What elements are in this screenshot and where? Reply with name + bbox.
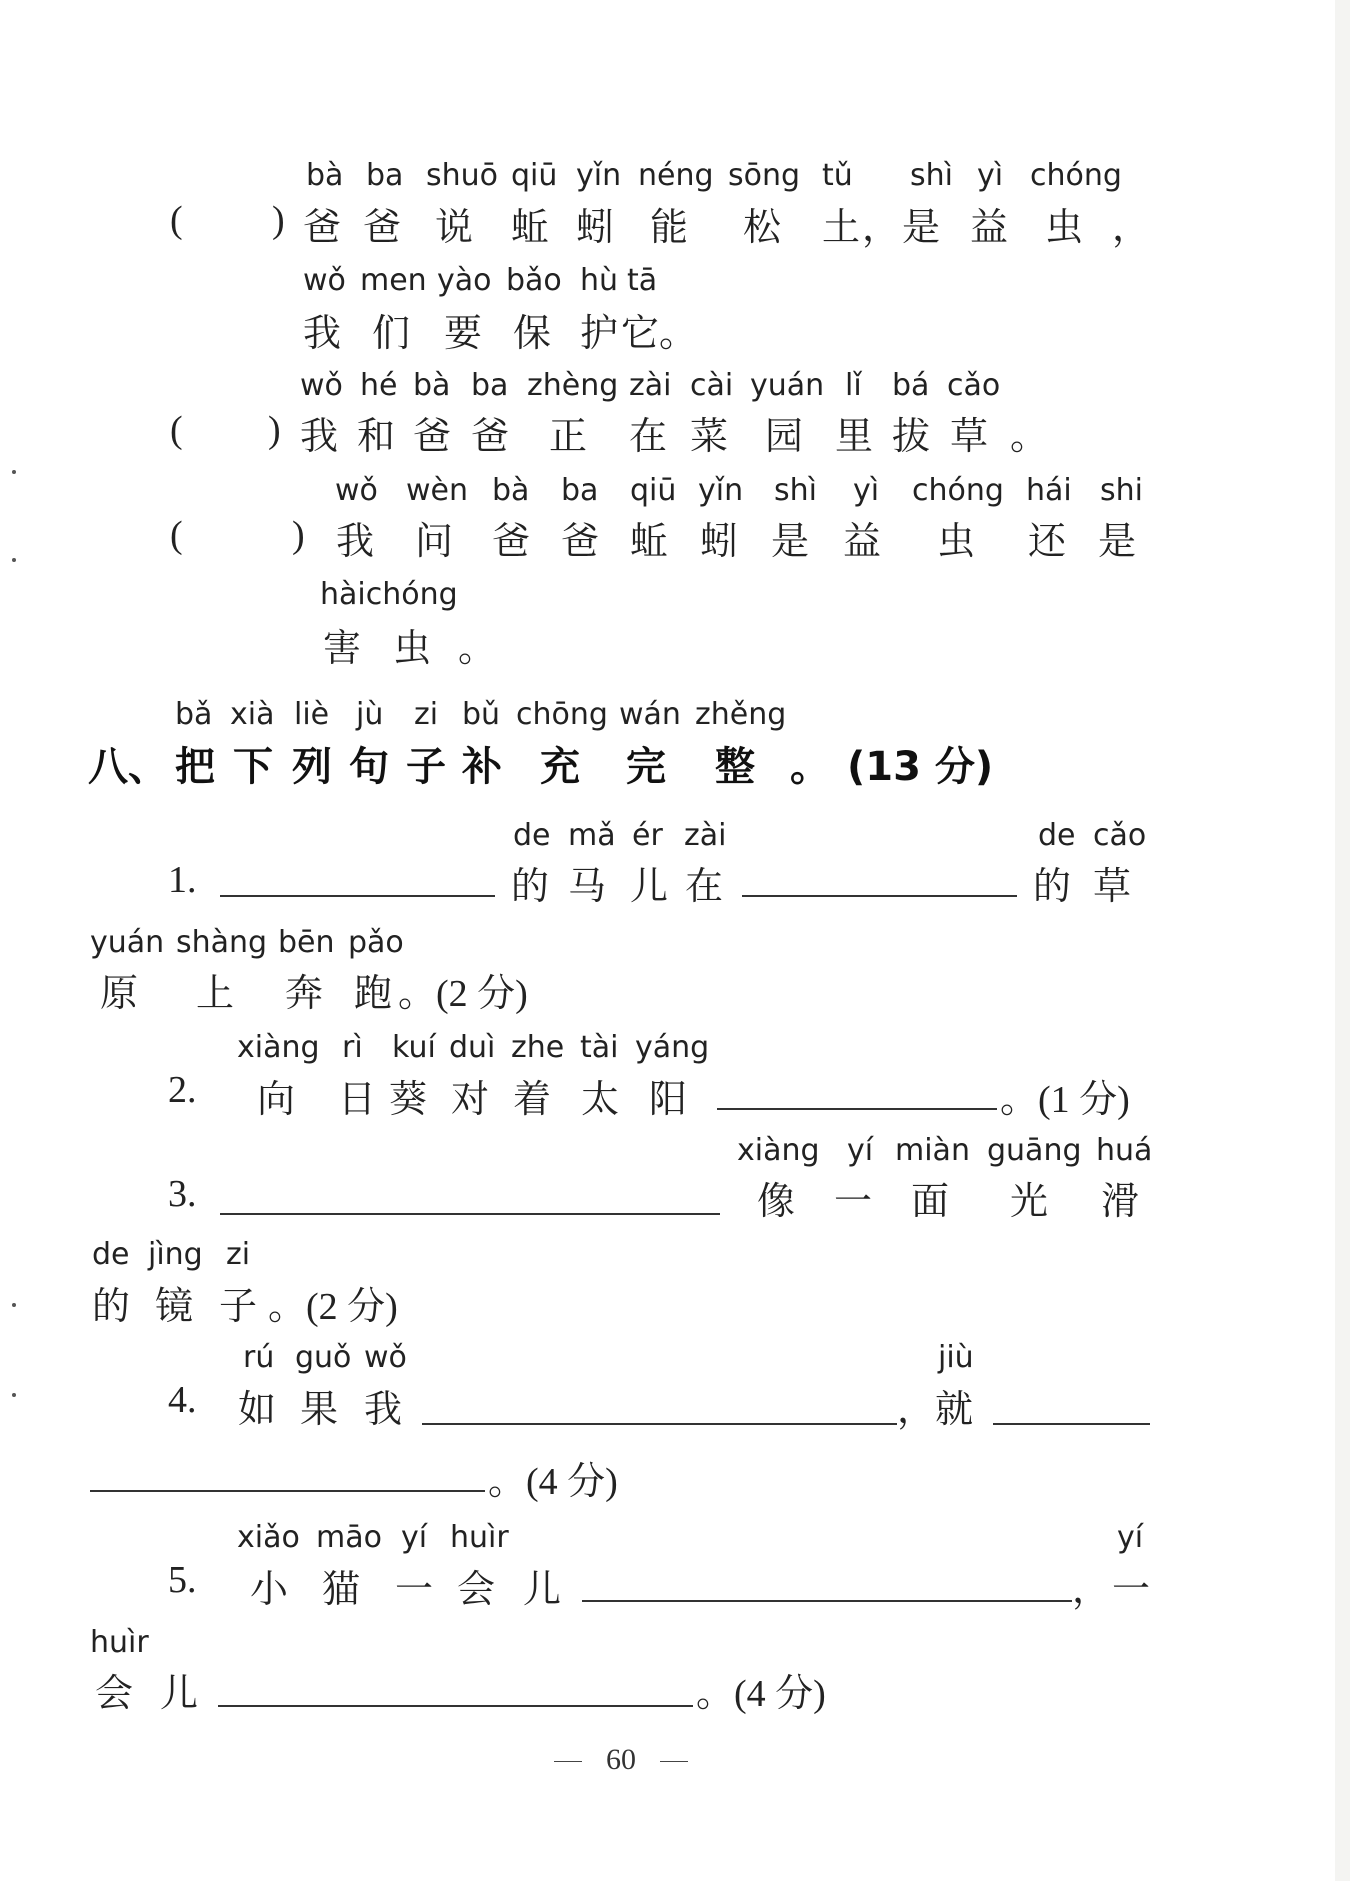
question-number: 1. xyxy=(168,859,197,901)
hanzi: 爸 xyxy=(363,205,402,249)
margin-dot xyxy=(12,558,16,562)
pinyin: hái xyxy=(1026,473,1072,508)
pinyin: xiǎo xyxy=(237,1520,300,1555)
hanzi: 益 xyxy=(970,205,1009,249)
hanzi: 句 xyxy=(349,744,389,790)
hanzi: 整 xyxy=(715,744,755,790)
answer-paren-close: ) xyxy=(292,514,305,556)
answer-paren-open: ( xyxy=(170,199,183,241)
hanzi: 爸 xyxy=(413,414,452,458)
question-score: 。(2 分) xyxy=(268,1286,398,1328)
hanzi: 光 xyxy=(1010,1179,1049,1223)
punctuation: 。 xyxy=(790,744,830,790)
pinyin: bà xyxy=(492,473,530,508)
hanzi: 松 xyxy=(743,205,782,249)
hanzi: 要 xyxy=(444,311,483,355)
hanzi: 对 xyxy=(451,1077,490,1121)
pinyin: xià xyxy=(230,697,275,732)
hanzi: 草 xyxy=(950,414,989,458)
footer-dash xyxy=(660,1761,688,1762)
question-number: 3. xyxy=(168,1173,197,1215)
pinyin: wán xyxy=(619,697,681,732)
pinyin: jiù xyxy=(938,1340,974,1375)
punctuation: ， xyxy=(862,205,901,249)
pinyin: shuō xyxy=(426,158,499,193)
pinyin: wǒ xyxy=(364,1340,407,1375)
pinyin: hé xyxy=(360,368,398,403)
hanzi: 小 xyxy=(250,1567,289,1611)
order-answer-box[interactable] xyxy=(192,513,292,557)
pinyin: zài xyxy=(684,818,727,853)
footer-dash xyxy=(554,1761,582,1762)
hanzi: 阳 xyxy=(649,1077,688,1121)
pinyin: zi xyxy=(414,697,439,732)
pinyin: shì xyxy=(774,473,817,508)
hanzi: 菜 xyxy=(690,414,729,458)
pinyin: wǒ xyxy=(300,368,343,403)
pinyin: huìr xyxy=(90,1625,149,1660)
hanzi: 在 xyxy=(629,414,668,458)
fill-blank-line[interactable] xyxy=(582,1600,1072,1602)
hanzi: 一 xyxy=(395,1567,434,1611)
hanzi: 镜 xyxy=(155,1284,194,1328)
hanzi: 完 xyxy=(626,744,666,790)
punctuation: ， xyxy=(1112,205,1151,249)
pinyin: chóng xyxy=(1030,158,1122,193)
pinyin: zhèng xyxy=(527,368,619,403)
hanzi: 子 xyxy=(219,1284,258,1328)
question-number: 4. xyxy=(168,1379,197,1421)
pinyin: ba xyxy=(561,473,599,508)
hanzi: 蚓 xyxy=(700,519,739,563)
pinyin: guāng xyxy=(987,1133,1082,1168)
pinyin: yì xyxy=(853,473,880,508)
fill-blank-line[interactable] xyxy=(993,1423,1150,1425)
hanzi: 列 xyxy=(292,744,332,790)
pinyin: zhěng xyxy=(695,697,787,732)
question-number: 2. xyxy=(168,1069,197,1111)
pinyin: yuán xyxy=(90,925,165,960)
hanzi: 着 xyxy=(513,1077,552,1121)
question-score: 。(2 分) xyxy=(398,973,528,1015)
fill-blank-line[interactable] xyxy=(220,895,495,897)
hanzi: 像 xyxy=(757,1179,796,1223)
pinyin: bēn xyxy=(278,925,335,960)
hanzi: 里 xyxy=(835,414,874,458)
pinyin: de xyxy=(513,818,551,853)
pinyin: shì xyxy=(910,158,953,193)
punctuation: 。 xyxy=(659,311,698,355)
pinyin: māo xyxy=(316,1520,382,1555)
question-number: 5. xyxy=(168,1559,197,1601)
pinyin: lǐ xyxy=(845,368,862,403)
hanzi: 一 xyxy=(834,1179,873,1223)
punctuation: 。 xyxy=(1010,414,1049,458)
pinyin: yí xyxy=(401,1520,428,1555)
hanzi: 一 xyxy=(1112,1567,1151,1611)
hanzi: 在 xyxy=(685,864,724,908)
answer-paren-open: ( xyxy=(170,514,183,556)
pinyin: ba xyxy=(471,368,509,403)
hanzi: 就 xyxy=(935,1387,974,1431)
answer-paren-close: ) xyxy=(268,409,281,451)
pinyin: ér xyxy=(632,818,663,853)
question-score: 。(4 分) xyxy=(696,1673,826,1715)
fill-blank-line[interactable] xyxy=(220,1213,720,1215)
pinyin: tā xyxy=(627,263,658,298)
hanzi: 如 xyxy=(238,1387,277,1431)
pinyin: yáng xyxy=(635,1030,710,1065)
pinyin: tài xyxy=(580,1030,619,1065)
margin-dot xyxy=(12,1303,16,1307)
pinyin: wèn xyxy=(406,473,469,508)
pinyin: rì xyxy=(342,1030,363,1065)
hanzi: 虫 xyxy=(393,626,432,670)
pinyin: zi xyxy=(226,1237,251,1272)
hanzi: 蚯 xyxy=(630,519,669,563)
order-answer-box[interactable] xyxy=(192,198,272,242)
hanzi: 益 xyxy=(843,519,882,563)
hanzi: 保 xyxy=(513,311,552,355)
hanzi: 能 xyxy=(650,205,689,249)
pinyin: jù xyxy=(356,697,384,732)
hanzi: 我 xyxy=(364,1387,403,1431)
pinyin: hù xyxy=(580,263,619,298)
pinyin: huá xyxy=(1096,1133,1153,1168)
hanzi: 子 xyxy=(406,744,446,790)
hanzi: 下 xyxy=(233,744,273,790)
pinyin: xiàng xyxy=(237,1030,320,1065)
pinyin: guǒ xyxy=(295,1340,352,1375)
pinyin: pǎo xyxy=(348,925,404,960)
hanzi: 的 xyxy=(92,1284,131,1328)
hanzi: 说 xyxy=(435,205,474,249)
punctuation: 。 xyxy=(458,626,497,670)
hanzi: 正 xyxy=(549,414,588,458)
pinyin: yǐn xyxy=(698,473,744,508)
hanzi: 园 xyxy=(765,414,804,458)
hanzi: 猫 xyxy=(322,1567,361,1611)
pinyin: bǎ xyxy=(175,697,213,732)
hanzi: 补 xyxy=(462,744,502,790)
pinyin: bǔ xyxy=(462,697,501,732)
pinyin: tǔ xyxy=(822,158,853,193)
hanzi: 把 xyxy=(175,744,215,790)
fill-blank-line[interactable] xyxy=(218,1705,693,1707)
hanzi: 它 xyxy=(621,311,660,355)
fill-blank-line[interactable] xyxy=(90,1490,485,1492)
hanzi: 蚯 xyxy=(511,205,550,249)
margin-dot xyxy=(12,1393,16,1397)
punctuation: ， xyxy=(897,1387,936,1431)
hanzi: 护 xyxy=(580,311,619,355)
order-answer-box[interactable] xyxy=(192,408,272,452)
pinyin: rú xyxy=(243,1340,275,1375)
pinyin: liè xyxy=(294,697,330,732)
hanzi: 爸 xyxy=(303,205,342,249)
hanzi: 是 xyxy=(1098,519,1137,563)
pinyin: bà xyxy=(413,368,451,403)
hanzi: 跑 xyxy=(354,971,393,1015)
hanzi: 们 xyxy=(372,311,411,355)
hanzi: 上 xyxy=(196,971,235,1015)
hanzi: 日 xyxy=(338,1077,377,1121)
hanzi: 太 xyxy=(581,1077,620,1121)
fill-blank-line[interactable] xyxy=(742,895,1017,897)
hanzi: 和 xyxy=(357,414,396,458)
hanzi: 向 xyxy=(257,1077,296,1121)
hanzi: 葵 xyxy=(389,1077,428,1121)
question-score: 。(4 分) xyxy=(488,1461,618,1503)
pinyin: de xyxy=(1038,818,1076,853)
hanzi: 是 xyxy=(902,205,941,249)
pinyin: yì xyxy=(977,158,1004,193)
section-score: (13 分) xyxy=(847,744,994,790)
pinyin: wǒ xyxy=(303,263,346,298)
page-number: 60 xyxy=(606,1743,636,1776)
hanzi: 爸 xyxy=(561,519,600,563)
hanzi: 拔 xyxy=(892,414,931,458)
pinyin: zài xyxy=(629,368,672,403)
pinyin: néng xyxy=(638,158,714,193)
pinyin: kuí xyxy=(392,1030,436,1065)
margin-dot xyxy=(12,470,16,474)
hanzi: 马 xyxy=(568,864,607,908)
pinyin: cǎo xyxy=(1093,818,1147,853)
hanzi: 会 xyxy=(95,1671,134,1715)
pinyin: bǎo xyxy=(506,263,562,298)
hanzi: 奔 xyxy=(285,971,324,1015)
pinyin: chōng xyxy=(516,697,608,732)
question-score: 。(1 分) xyxy=(1000,1079,1130,1121)
hanzi: 的 xyxy=(511,864,550,908)
pinyin: zhe xyxy=(511,1030,565,1065)
hanzi: 害 xyxy=(323,626,362,670)
hanzi: 果 xyxy=(300,1387,339,1431)
hanzi: 充 xyxy=(540,744,580,790)
pinyin: miàn xyxy=(895,1133,970,1168)
punctuation: ， xyxy=(1072,1567,1111,1611)
pinyin: cǎo xyxy=(947,368,1001,403)
hanzi: 面 xyxy=(911,1179,950,1223)
hanzi: 我 xyxy=(336,519,375,563)
section-number: 八、 xyxy=(88,744,168,790)
hanzi: 滑 xyxy=(1101,1179,1140,1223)
hanzi: 我 xyxy=(300,414,339,458)
fill-blank-line[interactable] xyxy=(717,1108,997,1110)
answer-paren-close: ) xyxy=(272,199,285,241)
hanzi: 爸 xyxy=(471,414,510,458)
pinyin: wǒ xyxy=(335,473,378,508)
hanzi: 的 xyxy=(1033,864,1072,908)
hanzi: 还 xyxy=(1028,519,1067,563)
pinyin: yí xyxy=(1117,1520,1144,1555)
pinyin: mǎ xyxy=(568,818,616,853)
pinyin: yǐn xyxy=(576,158,622,193)
pinyin: qiū xyxy=(630,473,677,508)
hanzi: 虫 xyxy=(1045,205,1084,249)
pinyin: yào xyxy=(437,263,492,298)
hanzi: 儿 xyxy=(523,1567,562,1611)
pinyin: cài xyxy=(690,368,734,403)
pinyin: sōng xyxy=(728,158,801,193)
pinyin: men xyxy=(360,263,427,298)
pinyin: hàichóng xyxy=(320,577,458,612)
hanzi: 儿 xyxy=(630,864,669,908)
hanzi: 草 xyxy=(1093,864,1132,908)
pinyin: qiū xyxy=(511,158,558,193)
hanzi: 儿 xyxy=(160,1671,199,1715)
fill-blank-line[interactable] xyxy=(422,1423,897,1425)
pinyin: jìng xyxy=(148,1237,203,1272)
hanzi: 我 xyxy=(303,311,342,355)
hanzi: 蚓 xyxy=(576,205,615,249)
pinyin: huìr xyxy=(450,1520,509,1555)
pinyin: yí xyxy=(847,1133,874,1168)
pinyin: yuán xyxy=(750,368,825,403)
pinyin: duì xyxy=(449,1030,496,1065)
pinyin: bà xyxy=(306,158,344,193)
hanzi: 土 xyxy=(822,205,861,249)
hanzi: 原 xyxy=(100,971,139,1015)
pinyin: bá xyxy=(892,368,930,403)
hanzi: 会 xyxy=(457,1567,496,1611)
pinyin: shi xyxy=(1100,473,1143,508)
pinyin: chóng xyxy=(912,473,1004,508)
hanzi: 虫 xyxy=(937,519,976,563)
pinyin: de xyxy=(92,1237,130,1272)
pinyin: ba xyxy=(366,158,404,193)
hanzi: 是 xyxy=(771,519,810,563)
answer-paren-open: ( xyxy=(170,409,183,451)
hanzi: 爸 xyxy=(492,519,531,563)
hanzi: 问 xyxy=(415,519,454,563)
pinyin: shàng xyxy=(176,925,268,960)
pinyin: xiàng xyxy=(737,1133,820,1168)
